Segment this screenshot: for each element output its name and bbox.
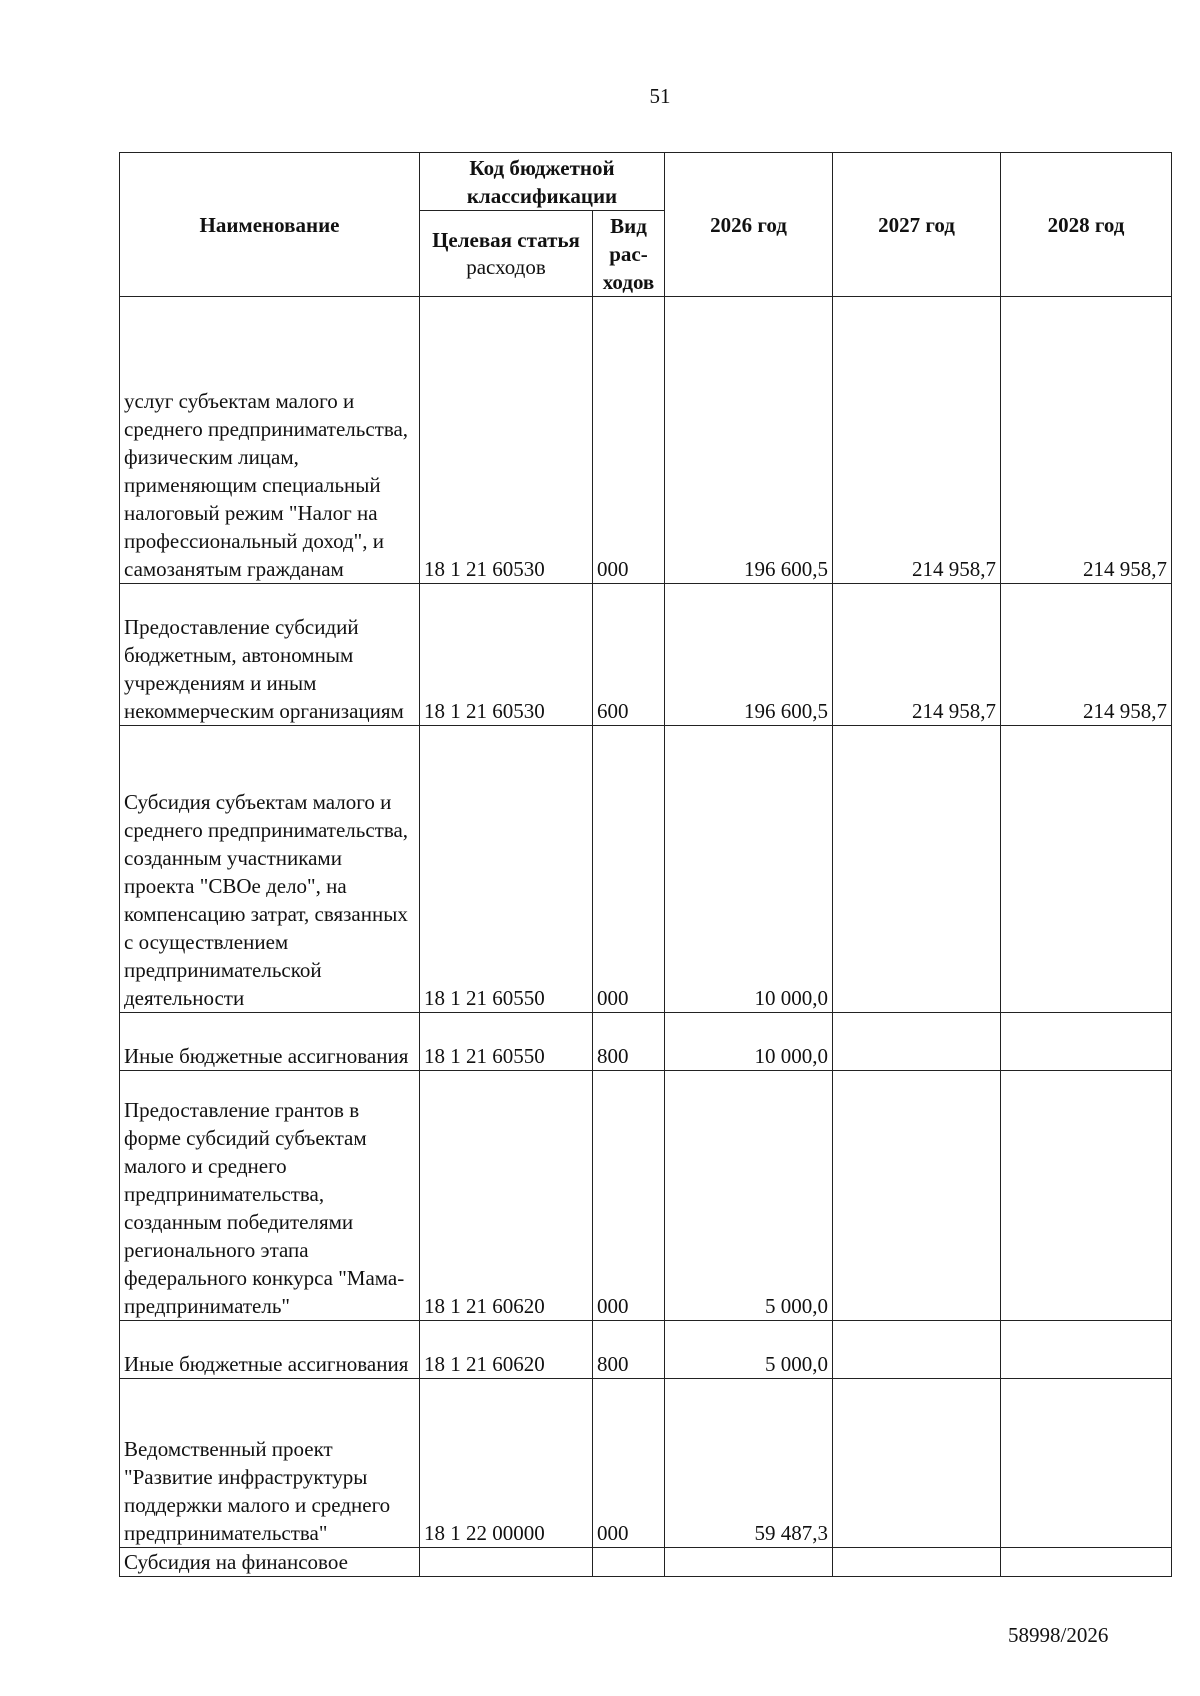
row-2026: 5 000,0 [665,1321,833,1379]
row-2028 [1001,1379,1172,1548]
row-2027 [833,1379,1001,1548]
row-kind: 000 [593,297,665,584]
row-code: 18 1 21 60530 [420,584,593,726]
row-2026: 196 600,5 [665,584,833,726]
row-code: 18 1 21 60620 [420,1321,593,1379]
document-number: 58998/2026 [1008,1623,1109,1647]
row-kind: 800 [593,1321,665,1379]
table-row [120,726,1172,1013]
row-2026 [665,1548,833,1577]
row-2028 [1001,1321,1172,1379]
header-expense-kind: Вид рас-ходов [593,211,665,297]
row-2026: 10 000,0 [665,726,833,1013]
row-name: Субсидия субъектам малого и среднего предпринимательства, созданным участниками проекта "СВОе дело", на компенсацию затрат, связанных с осуществлением предпринимательской деятельности [120,726,420,1013]
row-2028: 214 958,7 [1001,297,1172,584]
row-2026: 196 600,5 [665,297,833,584]
row-name: Предоставление субсидий бюджетным, автономным учреждениям и иным некоммерческим организациям [120,584,420,726]
row-code: 18 1 21 60620 [420,1071,593,1321]
table-row [120,297,1172,584]
row-kind: 600 [593,584,665,726]
row-kind: 000 [593,1071,665,1321]
table-row [120,1379,1172,1548]
row-name: Ведомственный проект "Развитие инфраструктуры поддержки малого и среднего предпринимательства" [120,1379,420,1548]
row-2028 [1001,1071,1172,1321]
table-header [120,153,1172,297]
row-name: Иные бюджетные ассигнования [120,1013,420,1071]
row-code: 18 1 21 60550 [420,1013,593,1071]
row-2028 [1001,1548,1172,1577]
row-2027 [833,1548,1001,1577]
table-body [120,297,1172,1577]
row-code [420,1548,593,1577]
row-2026: 59 487,3 [665,1379,833,1548]
row-2027 [833,1013,1001,1071]
row-code: 18 1 21 60550 [420,726,593,1013]
row-2026: 5 000,0 [665,1071,833,1321]
row-name: Иные бюджетные ассигнования [120,1321,420,1379]
row-2027 [833,1321,1001,1379]
table-row [120,1013,1172,1071]
row-2027 [833,726,1001,1013]
header-2028: 2028 год [1001,153,1172,297]
row-kind: 000 [593,1379,665,1548]
row-2027 [833,1071,1001,1321]
row-kind: 800 [593,1013,665,1071]
header-target-article-sub: расходов [466,254,546,279]
table-row [120,1071,1172,1321]
row-kind [593,1548,665,1577]
row-code: 18 1 21 60530 [420,297,593,584]
header-name: Наименование [120,153,420,297]
row-2028 [1001,726,1172,1013]
table-row [120,584,1172,726]
header-2027: 2027 год [833,153,1001,297]
budget-table [119,152,1172,1577]
table-row [120,1321,1172,1379]
row-2027: 214 958,7 [833,297,1001,584]
table-row [120,1548,1172,1577]
row-name: услуг субъектам малого и среднего предпринимательства, физическим лицам, применяющим специальный налоговый режим "Налог на профессиональный доход", и самозанятым гражданам [120,297,420,584]
row-name: Субсидия на финансовое [120,1548,420,1577]
row-name: Предоставление грантов в форме субсидий субъектам малого и среднего предпринимательства, созданным победителями регионального этапа федерального конкурса "Мама-предприниматель" [120,1071,420,1321]
page-number: 51 [649,84,671,108]
header-target-article [420,211,593,297]
row-2027: 214 958,7 [833,584,1001,726]
row-kind: 000 [593,726,665,1013]
header-2026: 2026 год [665,153,833,297]
row-2028 [1001,1013,1172,1071]
row-2026: 10 000,0 [665,1013,833,1071]
header-code-group: Код бюджетной классификации [420,153,665,211]
row-2028: 214 958,7 [1001,584,1172,726]
row-code: 18 1 22 00000 [420,1379,593,1548]
header-target-article-title: Целевая статья [432,227,580,252]
